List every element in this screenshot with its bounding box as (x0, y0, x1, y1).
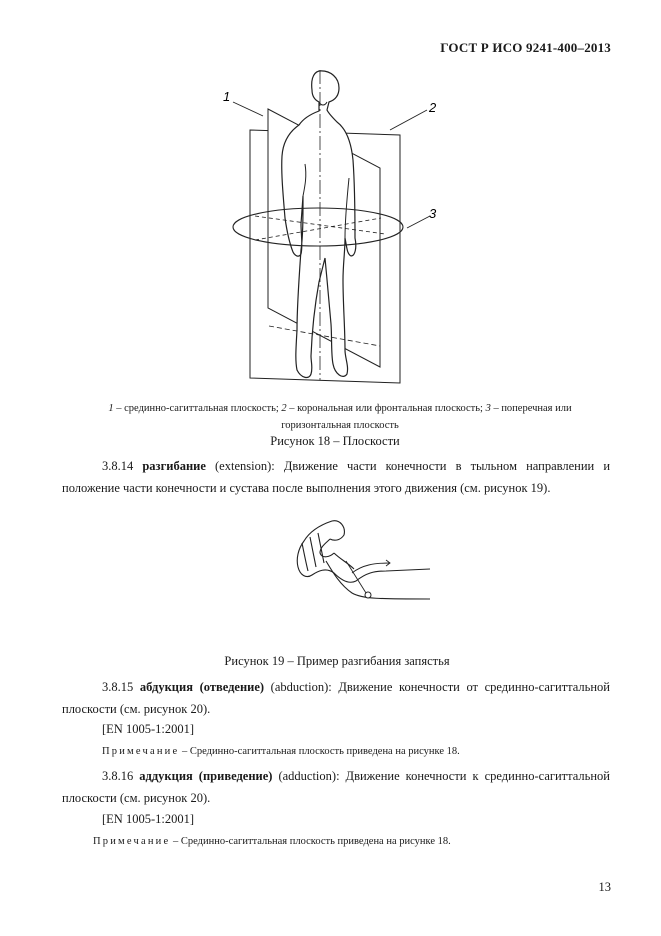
section-number: 3.8.14 (102, 459, 143, 473)
note-label: Примечание (93, 836, 171, 847)
section-3-8-14 (62, 455, 610, 499)
document-header: ГОСТ Р ИСО 9241-400–2013 (440, 40, 611, 55)
reference-3-8-16: [EN 1005-1:2001] (102, 812, 194, 826)
section-3-8-15 (62, 676, 610, 720)
section-number: 3.8.15 (102, 680, 140, 694)
wrist-joint-marker (365, 592, 371, 598)
note-3-8-16 (93, 836, 451, 847)
figure-19-wrist-extension (290, 513, 440, 608)
legend-3-text: – поперечная или (490, 403, 572, 414)
callout-2: 2 (429, 100, 437, 115)
page-number: 13 (598, 880, 611, 894)
reference-3-8-15: [EN 1005-1:2001] (102, 722, 194, 736)
legend-2-text: – корональная или фронтальная плоскость; (286, 403, 486, 414)
figure-18-legend-line2: горизонтальная плоскость (281, 420, 399, 431)
callout-1: 1 (223, 89, 231, 104)
note-text: – Срединно-сагиттальная плоскость приведена на рисунке 18. (170, 836, 451, 847)
term: абдукция (отведение) (139, 680, 265, 694)
callout-3: 3 (429, 206, 437, 221)
term: аддукция (приведение) (139, 769, 273, 783)
term: разгибание (142, 459, 206, 473)
legend-1-number: 1 (108, 403, 114, 414)
note-label: Примечание (102, 746, 180, 757)
section-3-8-16 (62, 765, 610, 809)
definition: (abduction): Движение конечности от срединно-сагиттальной плоскости (см. рисунок 20). (62, 680, 610, 716)
figure-18-title: Рисунок 18 – Плоскости (270, 434, 400, 448)
figure-18-body-planes (215, 68, 435, 390)
legend-3-number: 3 (485, 403, 491, 414)
hand-outline (297, 521, 430, 583)
figure-18-legend (60, 403, 620, 414)
legend-1-text: – срединно-сагиттальная плоскость; (113, 403, 282, 414)
legend-2-number: 2 (281, 403, 287, 414)
definition: (adduction): Движение конечности к срединно-сагиттальной плоскости (см. рисунок 20). (62, 769, 610, 805)
note-text: – Срединно-сагиттальная плоскость приведена на рисунке 18. (179, 746, 460, 757)
section-number: 3.8.16 (102, 769, 140, 783)
figure-19-title: Рисунок 19 – Пример разгибания запястья (224, 654, 450, 668)
note-3-8-15 (102, 746, 460, 757)
definition: (extension): Движение части конечности в тыльном направлении и положение части конечности и сустава после выполнения этого движения (см. рисунок 19). (62, 459, 611, 495)
